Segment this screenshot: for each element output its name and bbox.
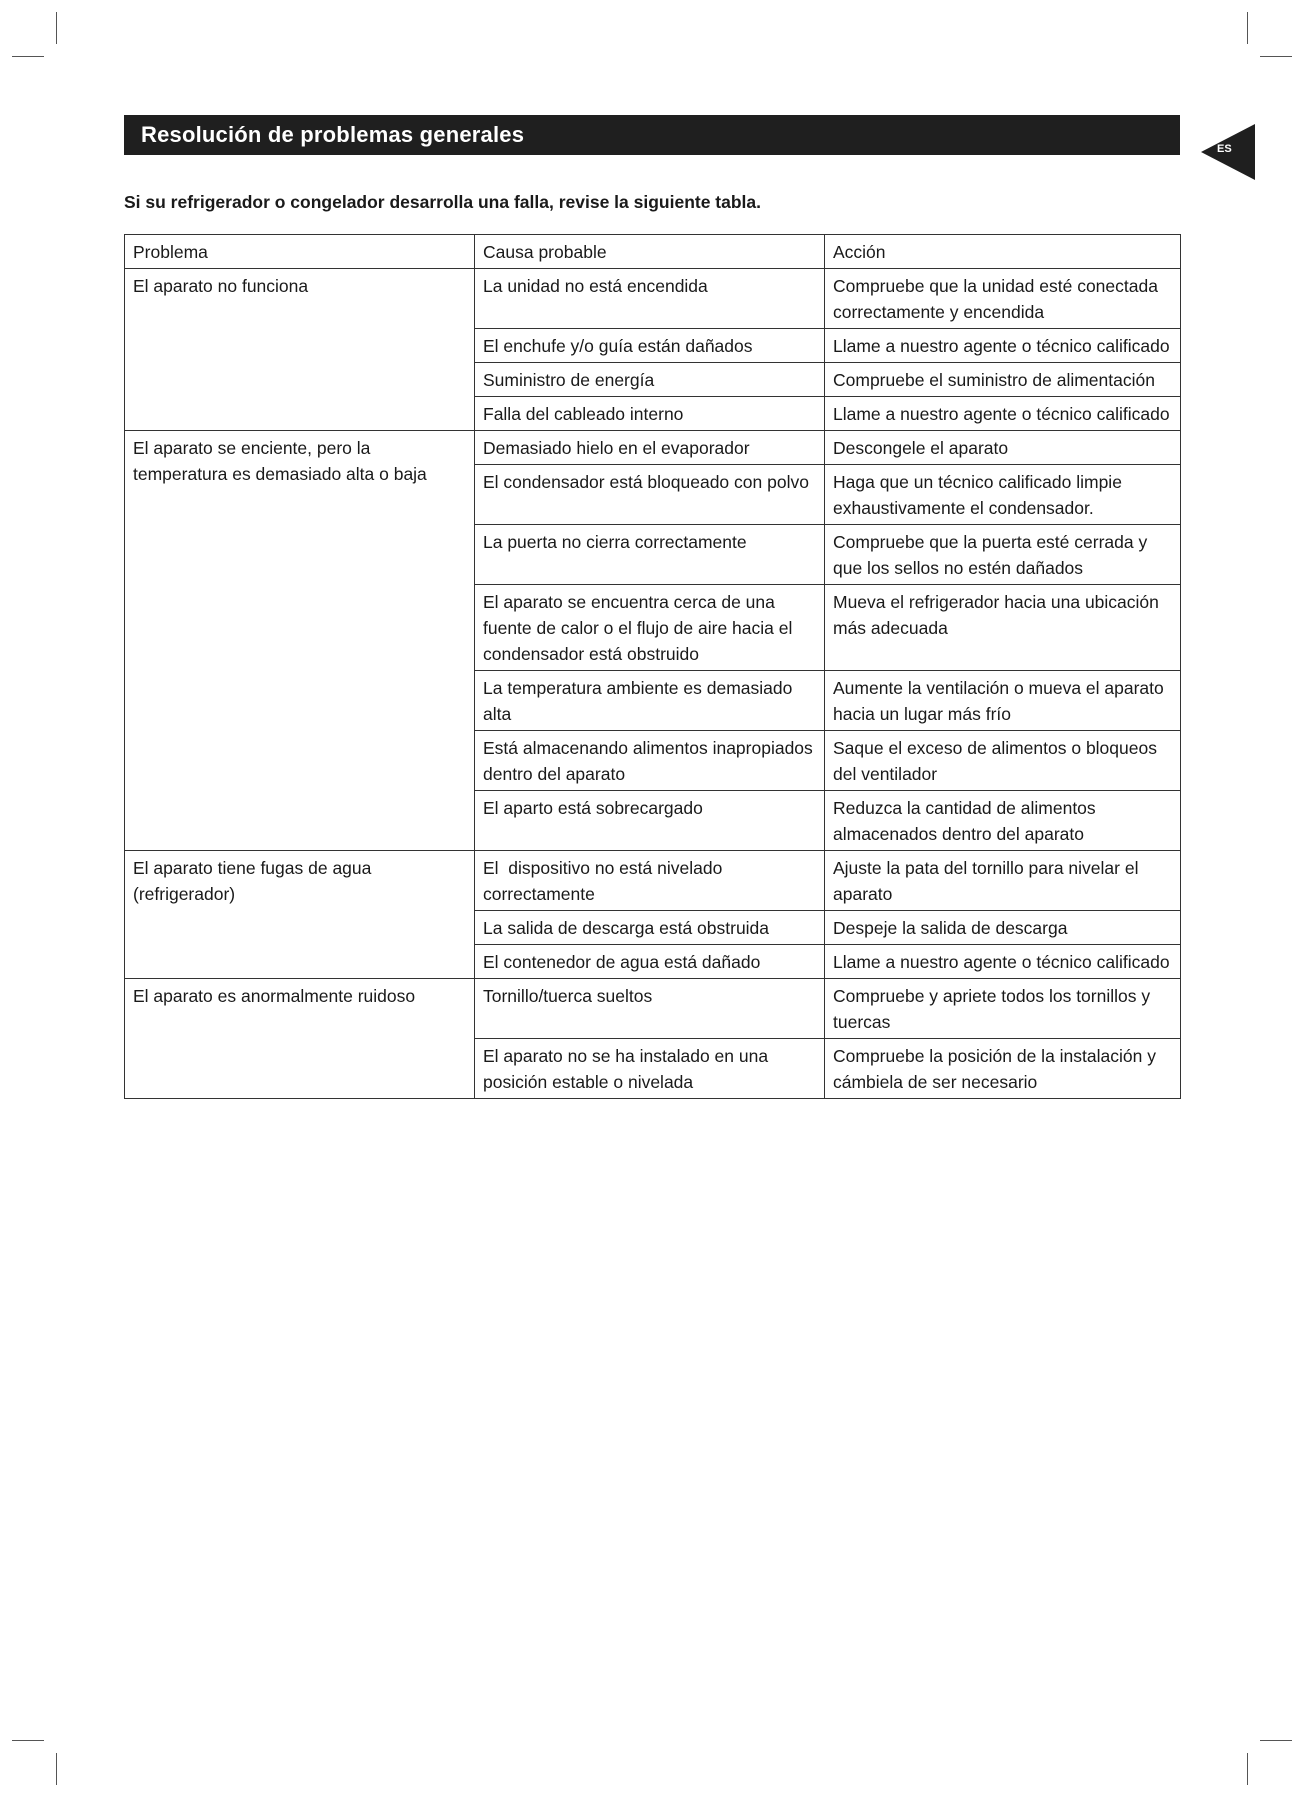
crop-mark-top-left-h	[12, 56, 44, 57]
crop-mark-bottom-left-v	[56, 1753, 57, 1785]
action-cell: Llame a nuestro agente o técnico calificado	[825, 945, 1181, 979]
cause-cell: El aparato no se ha instalado en una posición estable o nivelada	[475, 1039, 825, 1099]
section-header	[124, 115, 1180, 155]
column-header-cause: Causa probable	[475, 235, 825, 269]
action-cell: Llame a nuestro agente o técnico calificado	[825, 397, 1181, 431]
table-row	[125, 979, 1181, 1039]
action-cell: Descongele el aparato	[825, 431, 1181, 465]
troubleshooting-table	[124, 234, 1181, 1099]
crop-mark-top-left-v	[56, 12, 57, 44]
crop-mark-bottom-right-h	[1260, 1740, 1292, 1741]
table-row	[125, 851, 1181, 911]
problem-cell: El aparato es anormalmente ruidoso	[125, 979, 475, 1099]
cause-cell: El dispositivo no está nivelado correctamente	[475, 851, 825, 911]
cause-cell: Suministro de energía	[475, 363, 825, 397]
table-row	[125, 431, 1181, 465]
action-cell: Compruebe y apriete todos los tornillos y tuercas	[825, 979, 1181, 1039]
action-cell: Compruebe que la puerta esté cerrada y que los sellos no estén dañados	[825, 525, 1181, 585]
crop-mark-bottom-right-v	[1247, 1753, 1248, 1785]
crop-mark-top-right-v	[1247, 12, 1248, 44]
cause-cell: El enchufe y/o guía están dañados	[475, 329, 825, 363]
action-cell: Llame a nuestro agente o técnico calificado	[825, 329, 1181, 363]
cause-cell: El aparato se encuentra cerca de una fuente de calor o el flujo de aire hacia el condensador está obstruido	[475, 585, 825, 671]
action-cell: Aumente la ventilación o mueva el aparato hacia un lugar más frío	[825, 671, 1181, 731]
cause-cell: El contenedor de agua está dañado	[475, 945, 825, 979]
action-cell: Ajuste la pata del tornillo para nivelar el aparato	[825, 851, 1181, 911]
cause-cell: La puerta no cierra correctamente	[475, 525, 825, 585]
cause-cell: El aparto está sobrecargado	[475, 791, 825, 851]
cause-cell: Tornillo/tuerca sueltos	[475, 979, 825, 1039]
cause-cell: El condensador está bloqueado con polvo	[475, 465, 825, 525]
crop-mark-top-right-h	[1260, 56, 1292, 57]
cause-cell: Está almacenando alimentos inapropiados dentro del aparato	[475, 731, 825, 791]
intro-text: Si su refrigerador o congelador desarrolla una falla, revise la siguiente tabla.	[124, 192, 762, 212]
action-cell: Mueva el refrigerador hacia una ubicación más adecuada	[825, 585, 1181, 671]
cause-cell: La salida de descarga está obstruida	[475, 911, 825, 945]
page-title: Resolución de problemas generales	[141, 122, 525, 147]
action-cell: Saque el exceso de alimentos o bloqueos del ventilador	[825, 731, 1181, 791]
cause-cell: Falla del cableado interno	[475, 397, 825, 431]
action-cell: Compruebe la posición de la instalación y cámbiela de ser necesario	[825, 1039, 1181, 1099]
language-tab-label: ES	[1217, 143, 1232, 155]
table-header-row	[125, 235, 1181, 269]
problem-cell: El aparato tiene fugas de agua (refrigerador)	[125, 851, 475, 979]
column-header-action: Acción	[825, 235, 1181, 269]
table-row	[125, 269, 1181, 329]
action-cell: Haga que un técnico calificado limpie exhaustivamente el condensador.	[825, 465, 1181, 525]
action-cell: Despeje la salida de descarga	[825, 911, 1181, 945]
action-cell: Compruebe el suministro de alimentación	[825, 363, 1181, 397]
problem-cell: El aparato no funciona	[125, 269, 475, 431]
problem-cell: El aparato se enciente, pero la temperatura es demasiado alta o baja	[125, 431, 475, 851]
column-header-problem: Problema	[125, 235, 475, 269]
action-cell: Compruebe que la unidad esté conectada correctamente y encendida	[825, 269, 1181, 329]
cause-cell: La temperatura ambiente es demasiado alta	[475, 671, 825, 731]
cause-cell: La unidad no está encendida	[475, 269, 825, 329]
action-cell: Reduzca la cantidad de alimentos almacenados dentro del aparato	[825, 791, 1181, 851]
crop-mark-bottom-left-h	[12, 1740, 44, 1741]
cause-cell: Demasiado hielo en el evaporador	[475, 431, 825, 465]
language-tab	[1201, 124, 1257, 180]
